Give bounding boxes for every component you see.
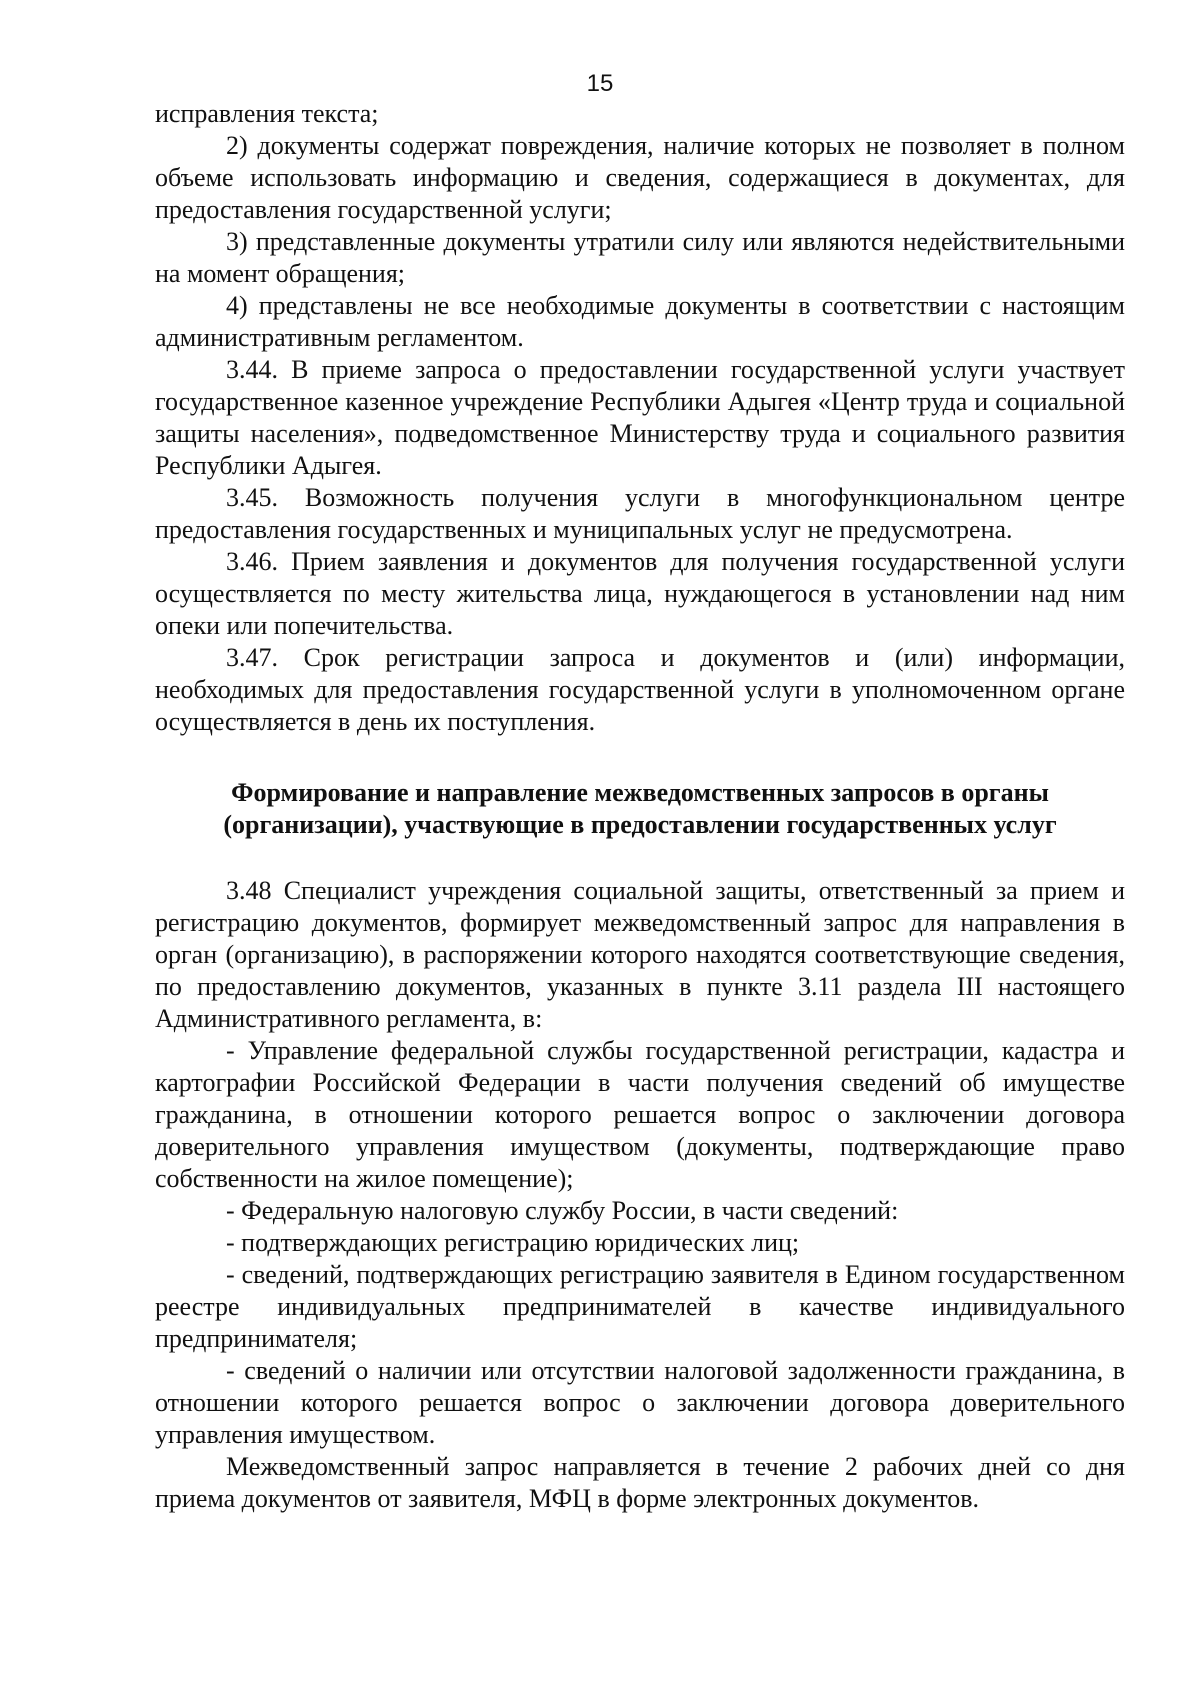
paragraph: - сведений, подтверждающих регистрацию заявителя в Едином государственном реестре индивидуальных предпринимателей в качестве индивидуального предпринимателя; xyxy=(155,1260,1125,1353)
section-heading xyxy=(155,777,1125,841)
paragraph: 3) представленные документы утратили силу или являются недействительными на момент обращения; xyxy=(155,227,1125,288)
section-heading-line-1: Формирование и направление межведомственных запросов в органы xyxy=(231,778,1049,807)
paragraph: 4) представлены не все необходимые документы в соответствии с настоящим административным регламентом. xyxy=(155,291,1125,352)
paragraph: 3.45. Возможность получения услуги в многофункциональном центре предоставления государственных и муниципальных услуг не предусмотрена. xyxy=(155,483,1125,544)
paragraph: - Федеральную налоговую службу России, в части сведений: xyxy=(226,1196,899,1225)
paragraph: Межведомственный запрос направляется в течение 2 рабочих дней со дня приема документов от заявителя, МФЦ в форме электронных документов. xyxy=(155,1452,1125,1513)
page-number: 15 xyxy=(586,70,614,97)
paragraph: - подтверждающих регистрацию юридических лиц; xyxy=(226,1228,800,1257)
paragraph: - сведений о наличии или отсутствии налоговой задолженности гражданина, в отношении которого решается вопрос о заключении договора доверительного управления имуществом. xyxy=(155,1356,1125,1449)
paragraph: 3.47. Срок регистрации запроса и документов и (или) информации, необходимых для предоставления государственной услуги в уполномоченном органе осуществляется в день их поступления. xyxy=(155,643,1125,736)
paragraph: исправления текста; xyxy=(155,99,379,128)
paragraph: 3.46. Прием заявления и документов для получения государственной услуги осуществляется по месту жительства лица, нуждающегося в установлении над ним опеки или попечительства. xyxy=(155,547,1125,640)
paragraph: 3.44. В приеме запроса о предоставлении государственной услуги участвует государственное казенное учреждение Республики Адыгея «Центр труда и социальной защиты населения», подведомственное Министерству труда и социального развития Республики Адыгея. xyxy=(155,355,1125,480)
paragraph: 3.48 Специалист учреждения социальной защиты, ответственный за прием и регистрацию документов, формирует межведомственный запрос для направления в орган (организацию), в распоряжении которого находятся соответствующие сведения, по предоставлению документов, указанных в пункте 3.11 раздела III настоящего Административного регламента, в: xyxy=(155,876,1125,1033)
section-heading-line-2: (организации), участвующие в предоставлении государственных услуг xyxy=(223,810,1057,839)
paragraph-list-after xyxy=(155,875,1125,1515)
document-body xyxy=(155,98,1125,1515)
paragraph: - Управление федеральной службы государственной регистрации, кадастра и картографии Российской Федерации в части получения сведений об имуществе гражданина, в отношении которого решается вопрос о заключении договора доверительного управления имуществом (документы, подтверждающие право собственности на жилое помещение); xyxy=(155,1036,1125,1193)
paragraph: 2) документы содержат повреждения, наличие которых не позволяет в полном объеме использовать информацию и сведения, содержащиеся в документах, для предоставления государственной услуги; xyxy=(155,131,1125,224)
paragraph-list-before xyxy=(155,98,1125,738)
